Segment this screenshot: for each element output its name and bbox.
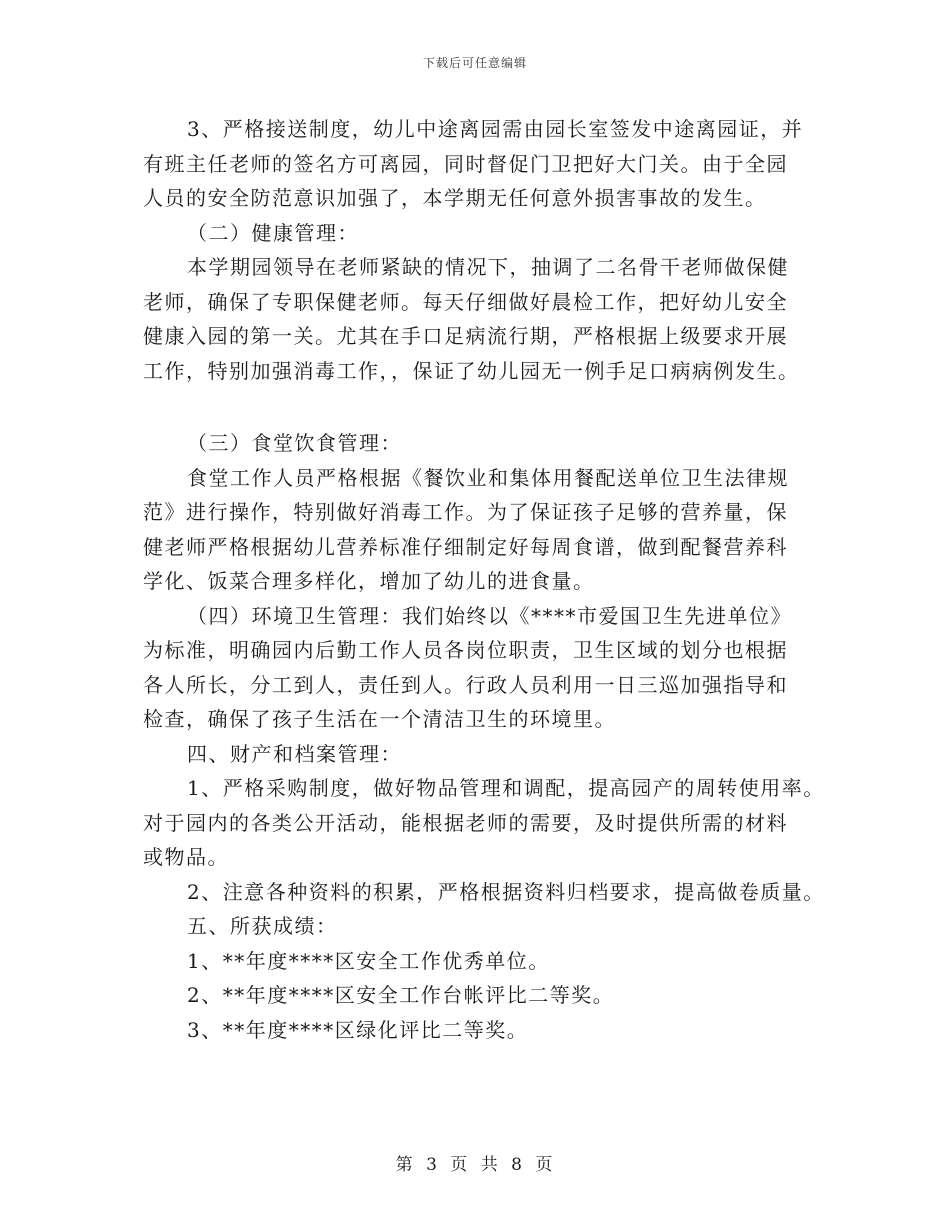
section-heading: （四）环境卫生管理：我们始终以《****市爱国卫生先进单位》 — [187, 603, 792, 628]
paragraph-line: 对于园内的各类公开活动，能根据老师的需要，及时提供所需的材料 — [143, 810, 788, 835]
paragraph-line: 3、严格接送制度，幼儿中途离园需由园长室签发中途离园证，并 — [187, 117, 804, 141]
paragraph-line: 或物品。 — [143, 845, 229, 869]
achievement-item: 3、**年度****区绿化评比二等奖。 — [187, 1017, 529, 1042]
section-heading: 四、财产和档案管理： — [187, 741, 402, 766]
paragraph-line: 各人所长，分工到人，责任到人。行政人员利用一日三巡加强指导和 — [143, 672, 788, 697]
paragraph-line: 学化、饭菜合理多样化，增加了幼儿的进食量。 — [143, 569, 595, 593]
paragraph-line: 有班主任老师的签名方可离园，同时督促门卫把好大门关。由于全园 — [143, 151, 788, 176]
section-heading: （二）健康管理： — [187, 220, 359, 245]
paragraph-line: 健康入园的第一关。尤其在手口足病流行期，严格根据上级要求开展 — [143, 324, 788, 348]
paragraph-line: 范》进行操作，特别做好消毒工作。为了保证孩子足够的营养量，保 — [143, 500, 788, 524]
paragraph-line: 2、注意各种资料的积累，严格根据资料归档要求，提高做卷质量。 — [187, 879, 825, 904]
paragraph-line: 工作，特别加强消毒工作，，保证了幼儿园无一例手足口病病例发生。 — [143, 358, 800, 383]
achievement-item: 1、**年度****区安全工作优秀单位。 — [187, 948, 550, 973]
paragraph-line: 健老师严格根据幼儿营养标准仔细制定好每周食谱，做到配餐营养科 — [143, 534, 788, 559]
document-body — [143, 112, 833, 1047]
paragraph-line: 老师，确保了专职保健老师。每天仔细做好晨检工作，把好幼儿安全 — [143, 289, 788, 314]
paragraph-line: 为标准，明确园内后勤工作人员各岗位职责，卫生区域的划分也根据 — [143, 638, 788, 662]
paragraph-line: 食堂工作人员严格根据《餐饮业和集体用餐配送单位卫生法律规 — [187, 465, 789, 490]
section-heading: 五、所获成绩： — [187, 914, 338, 938]
paragraph-line: 1、严格采购制度，做好物品管理和调配，提高园产的周转使用率。 — [187, 776, 825, 800]
page-number-footer: 第 3 页 共 8 页 — [395, 1155, 555, 1175]
header-note: 下载后可任意编辑 — [422, 56, 527, 70]
paragraph-line: 本学期园领导在老师紧缺的情况下，抽调了二名骨干老师做保健 — [187, 255, 789, 279]
section-heading: （三）食堂饮食管理： — [187, 431, 402, 455]
paragraph-line: 人员的安全防范意识加强了，本学期无任何意外损害事故的发生。 — [143, 186, 767, 210]
paragraph-line: 检查，确保了孩子生活在一个清洁卫生的环境里。 — [143, 707, 616, 731]
paragraph-gap — [143, 388, 833, 426]
achievement-item: 2、**年度****区安全工作台帐评比二等奖。 — [187, 983, 615, 1007]
